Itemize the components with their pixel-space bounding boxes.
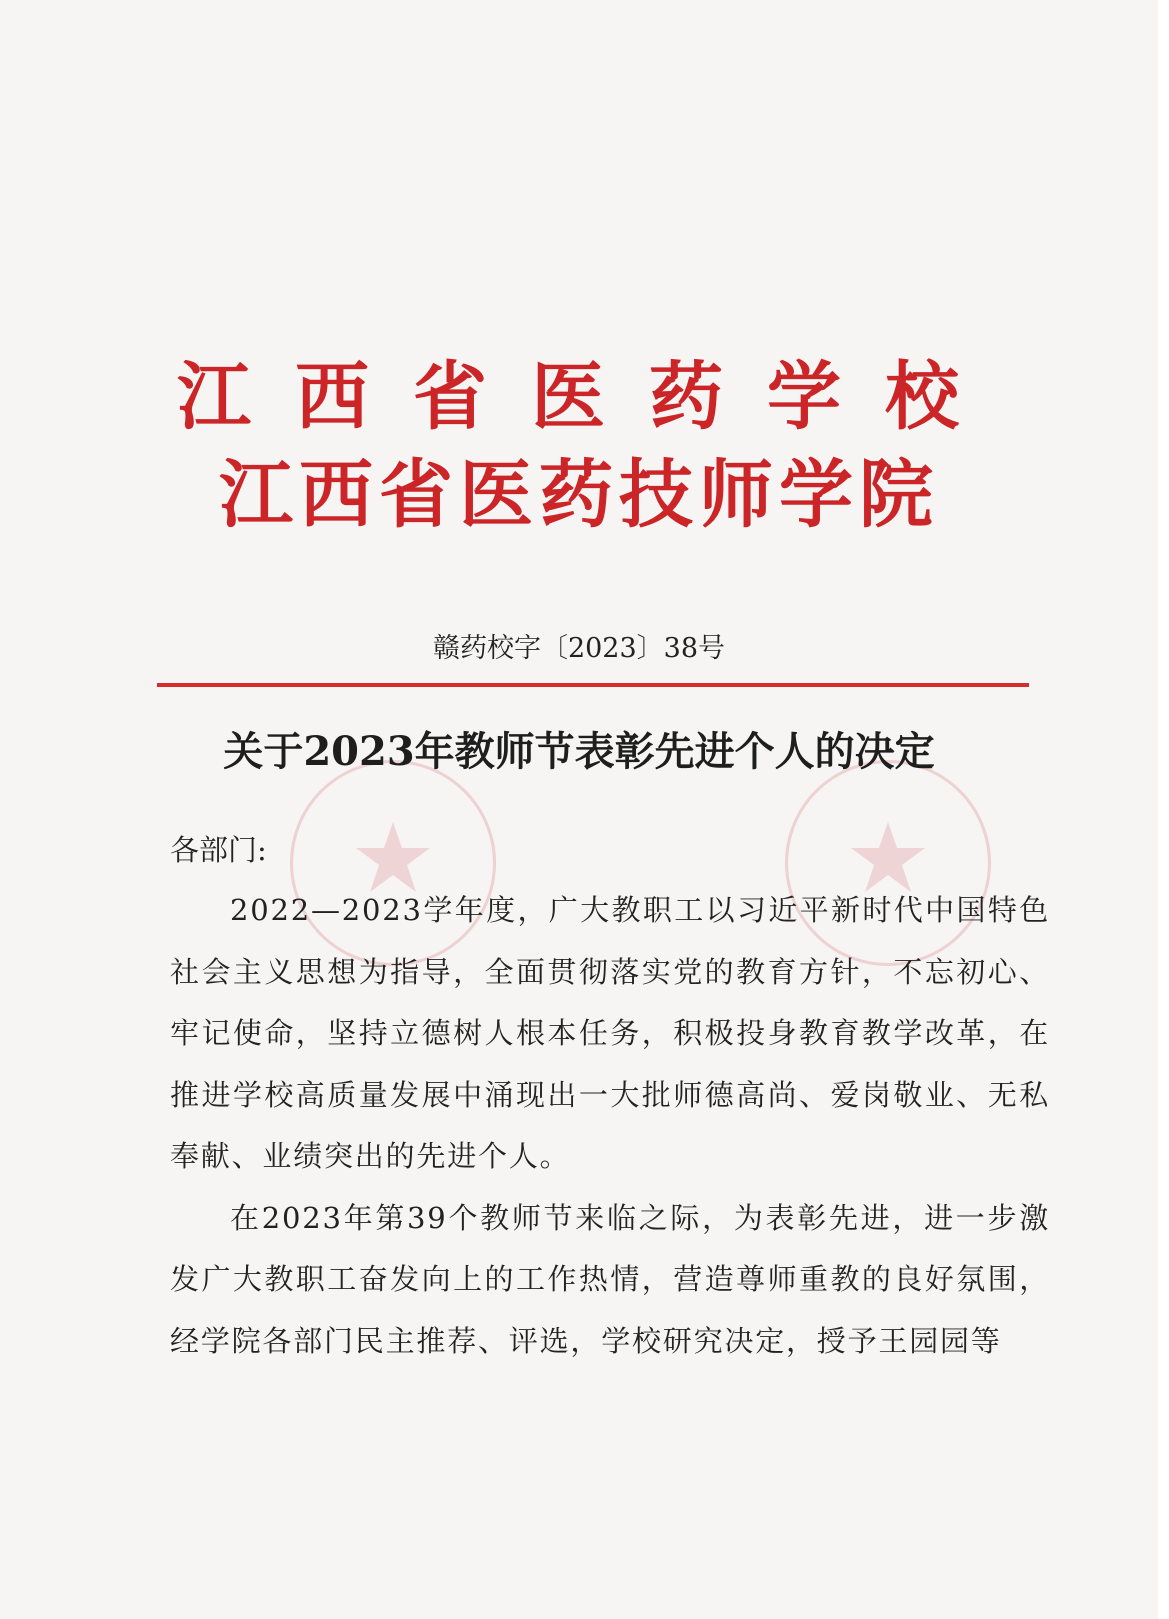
page-edge (1158, 0, 1169, 1619)
red-divider (157, 683, 1029, 687)
body-paragraph: 在2023年第39个教师节来临之际，为表彰先进，进一步激发广大教职工奋发向上的工作热情，营造尊师重教的良好氛围，经学院各部门民主推荐、评选，学校研究决定，授予王园园等 (170, 1200, 1050, 1358)
salutation: 各部门: (170, 833, 267, 867)
issuer-name-college: 江西省医药技师学院 (219, 452, 939, 538)
issuer-name-school: 江西省医药学校 (177, 354, 1003, 440)
body-paragraph: 2022—2023学年度，广大教职工以习近平新时代中国特色社会主义思想为指导，全面贯彻落实党的教育方针，不忘初心、牢记使命，坚持立德树人根本任务，积极投身教育教学改革，在推进学校高质量发展中涌现出一大批师德高尚、爱岗敬业、无私奉献、业绩突出的先进个人。 (170, 893, 1050, 1173)
document-body (170, 880, 1050, 1372)
document-number: 赣药校字〔2023〕38号 (432, 633, 726, 664)
document-title: 关于2023年教师节表彰先进个人的决定 (223, 728, 935, 775)
